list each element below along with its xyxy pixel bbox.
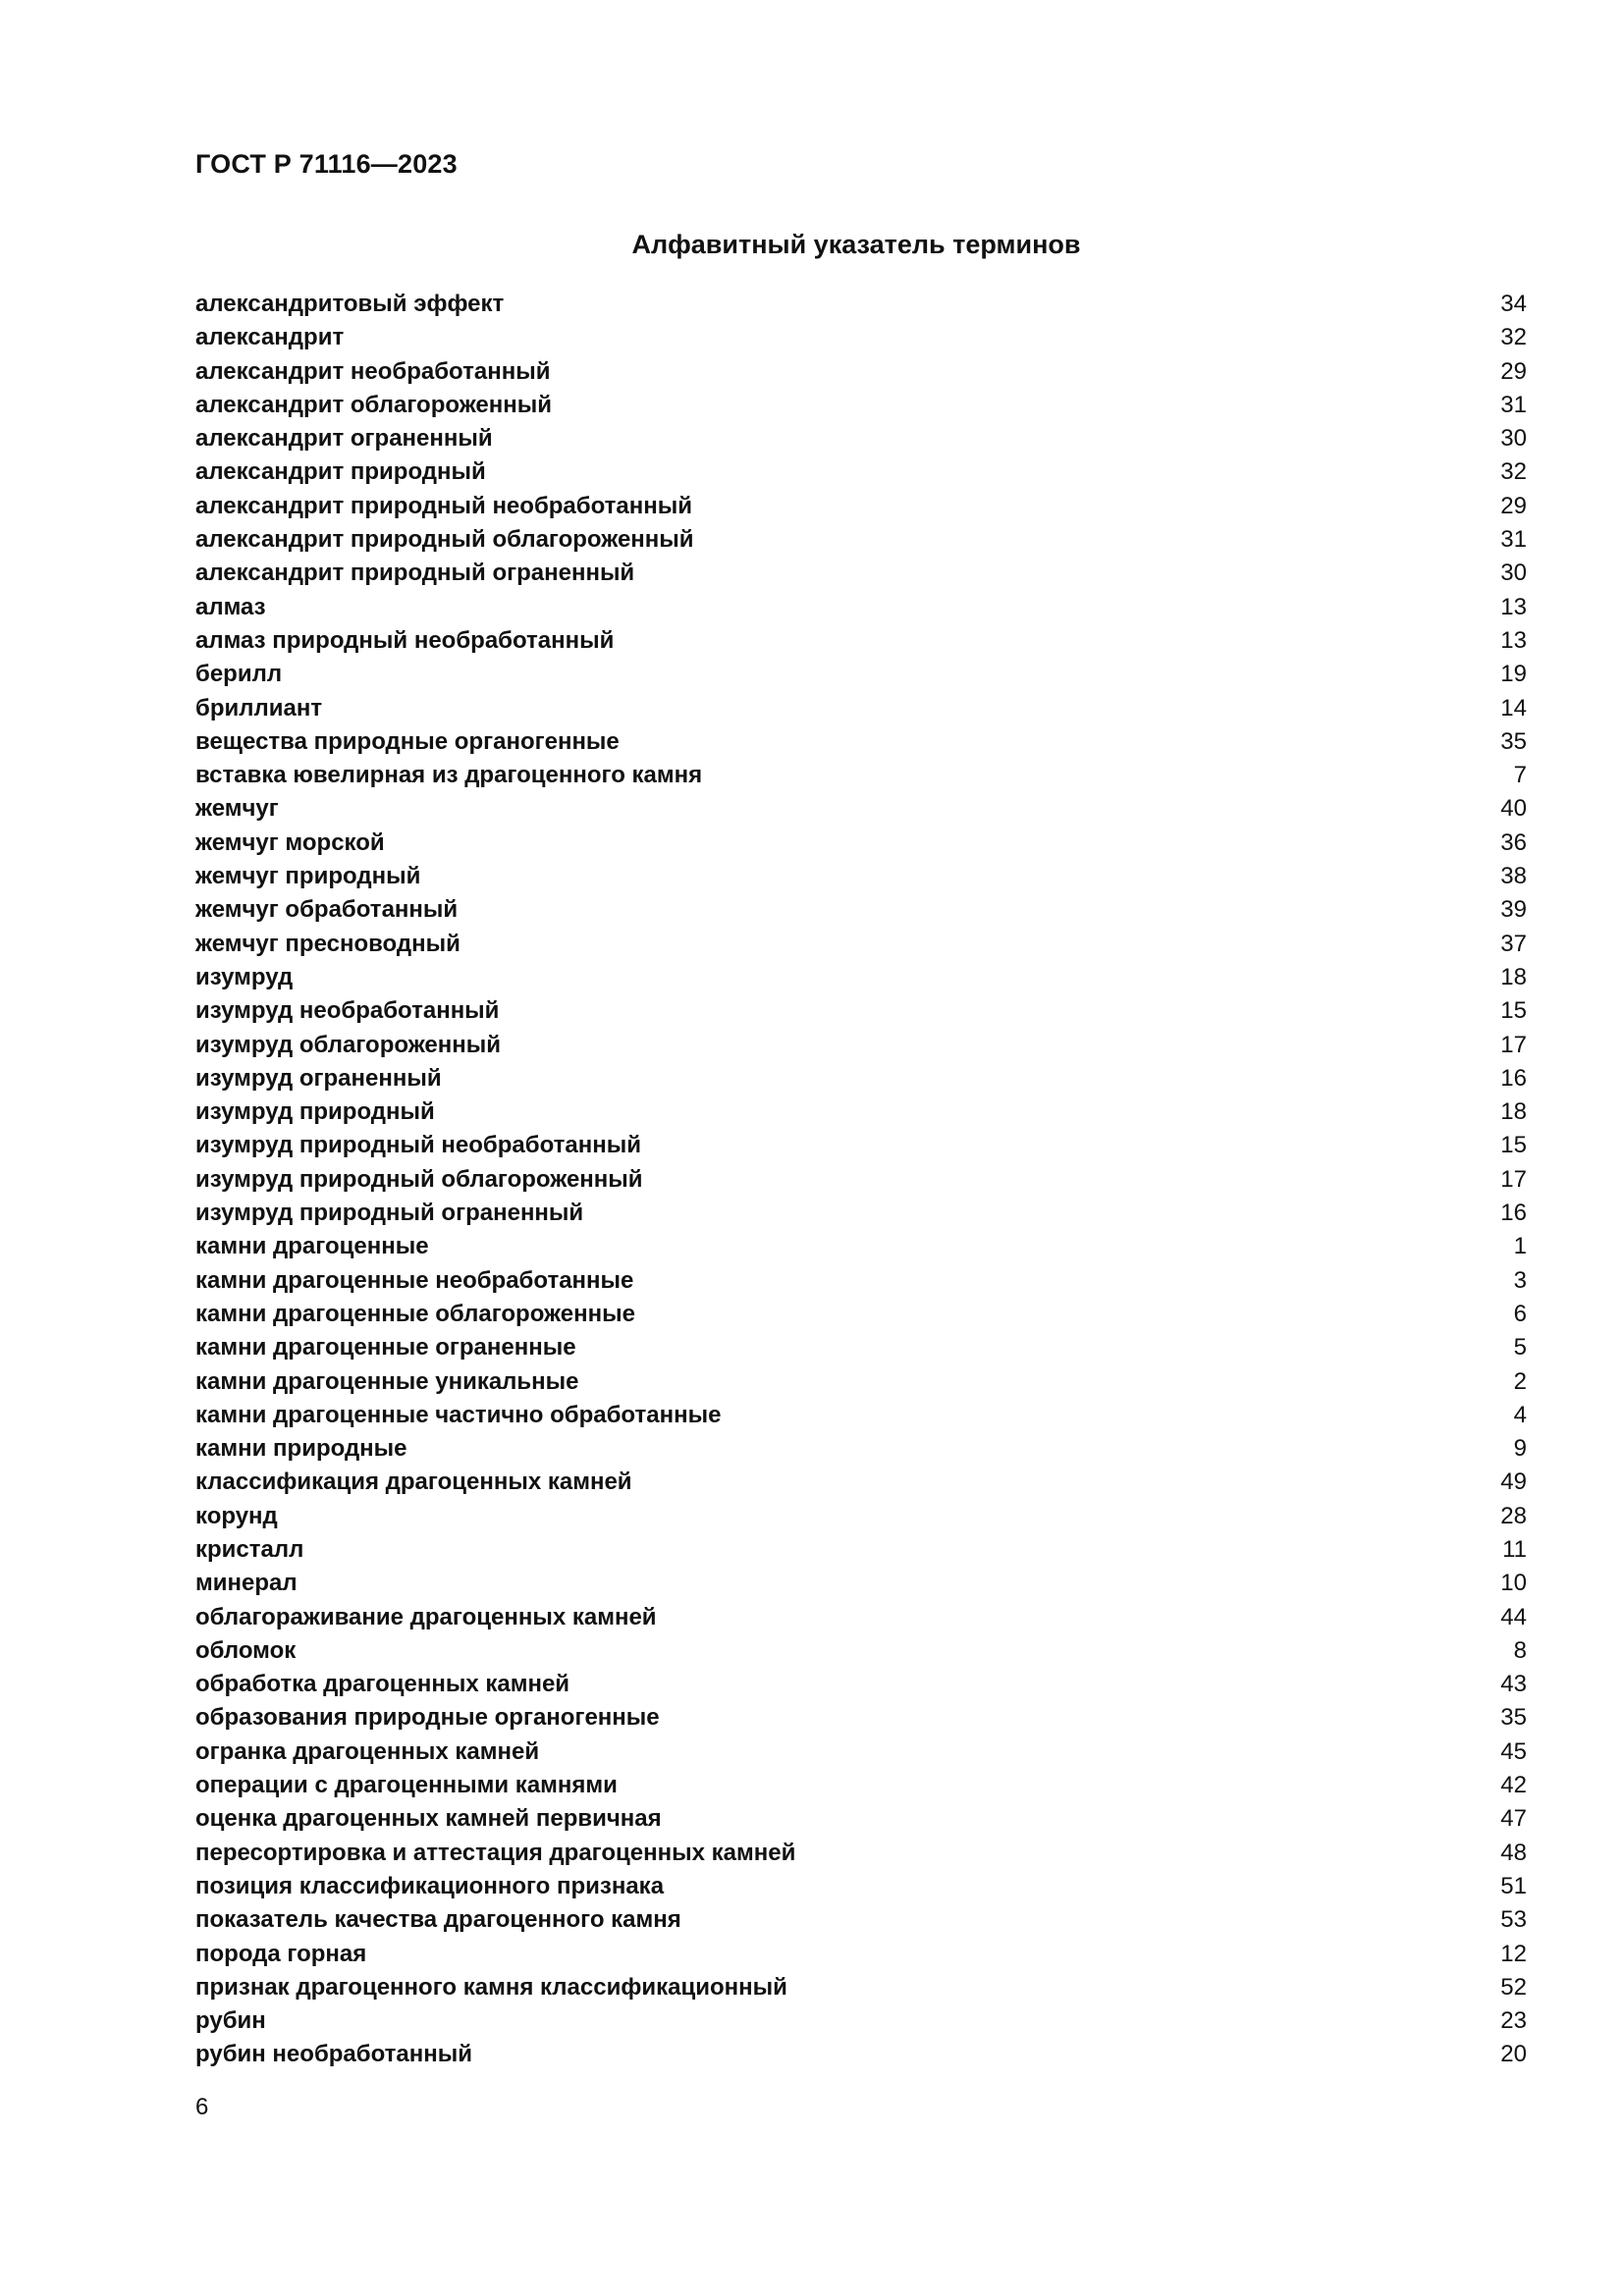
index-term: рубин необработанный [195,2041,472,2068]
index-page-ref: 38 [1500,863,1527,890]
index-entry [195,1466,1527,1499]
index-term: камни природные [195,1435,407,1463]
index-entry [195,288,1527,321]
index-term: оценка драгоценных камней первичная [195,1805,662,1833]
index-entry [195,759,1527,792]
index-term: камни драгоценные облагороженные [195,1300,635,1327]
index-page-ref: 39 [1500,896,1527,924]
index-page-ref: 49 [1500,1468,1527,1496]
index-page-ref: 29 [1500,357,1527,385]
index-term: минерал [195,1570,298,1597]
index-page-ref: 8 [1513,1636,1527,1664]
index-entry [195,961,1527,994]
index-entry [195,928,1527,961]
index-term: бриллиант [195,694,323,721]
index-term: камни драгоценные необработанные [195,1266,634,1294]
index-term: камни драгоценные ограненные [195,1334,576,1362]
index-page-ref: 31 [1500,391,1527,418]
index-term: обработка драгоценных камней [195,1671,570,1698]
index-term: александрит природный ограненный [195,560,635,587]
index-entry [195,1029,1527,1062]
index-term: обломок [195,1636,297,1664]
index-page-ref: 23 [1500,2007,1527,2035]
index-term: изумруд природный облагороженный [195,1165,643,1193]
index-entry [195,1500,1527,1533]
index-page-ref: 31 [1500,526,1527,554]
index-page-ref: 35 [1500,727,1527,755]
index-entry [195,1399,1527,1432]
index-page-ref: 53 [1500,1906,1527,1934]
index-entry [195,1668,1527,1701]
index-page-ref: 32 [1500,458,1527,486]
index-term: операции с драгоценными камнями [195,1772,618,1799]
index-entry [195,1634,1527,1668]
index-term: вставка ювелирная из драгоценного камня [195,762,703,789]
index-entry [195,1601,1527,1634]
index-entry [195,1095,1527,1129]
index-term: изумруд необработанный [195,997,500,1025]
index-entry [195,355,1527,389]
index-entry [195,1769,1527,1802]
index-term: изумруд природный [195,1098,435,1126]
index-page-ref: 40 [1500,795,1527,823]
index-entry [195,490,1527,523]
page-number: 6 [195,2094,209,2120]
index-entry [195,1365,1527,1399]
index-entry [195,624,1527,658]
index-term: камни драгоценные частично обработанные [195,1401,722,1428]
index-entry [195,692,1527,725]
index-page-ref: 30 [1500,560,1527,587]
document-code: ГОСТ Р 71116—2023 [195,149,458,179]
index-entry [195,2038,1527,2071]
index-term: александрит [195,324,345,351]
index-page-ref: 43 [1500,1671,1527,1698]
index-page-ref: 52 [1500,1973,1527,2001]
index-term: кристалл [195,1535,304,1563]
index-entry [195,2004,1527,2038]
index-term: алмаз [195,593,266,620]
index-page-ref: 2 [1513,1367,1527,1395]
index-entry [195,860,1527,893]
index-page-ref: 34 [1500,291,1527,317]
index-entry [195,1870,1527,1903]
index-page-ref: 30 [1500,425,1527,453]
index-entry [195,1938,1527,1971]
index-term: огранка драгоценных камней [195,1737,540,1765]
index-term: пересортировка и аттестация драгоценных камней [195,1839,796,1866]
index-term: порода горная [195,1940,367,1967]
index-entry [195,658,1527,691]
index-page-ref: 14 [1500,694,1527,721]
index-entry [195,1701,1527,1735]
index-term: александрит необработанный [195,357,551,385]
index-term: изумруд ограненный [195,1064,442,1092]
index-page-ref: 37 [1500,930,1527,957]
index-title: Алфавитный указатель терминов [631,230,1081,259]
index-page-ref: 11 [1502,1535,1527,1563]
index-entry [195,1567,1527,1600]
index-term: камни драгоценные [195,1233,429,1260]
index-entry [195,1163,1527,1197]
index-page-ref: 9 [1513,1435,1527,1463]
index-page-ref: 12 [1500,1940,1527,1967]
index-page-ref: 35 [1500,1704,1527,1732]
index-term: камни драгоценные уникальные [195,1367,579,1395]
index-term: изумруд [195,963,294,990]
index-term: жемчуг природный [195,863,421,890]
index-term: александрит природный необработанный [195,492,693,519]
index-page-ref: 48 [1500,1839,1527,1866]
index-term: жемчуг морской [195,828,385,856]
index-entry [195,1264,1527,1298]
index-term: признак драгоценного камня классификационный [195,1973,787,2001]
index-page-ref: 36 [1500,828,1527,856]
index-page-ref: 45 [1500,1737,1527,1765]
index-entry [195,792,1527,826]
index-page-ref: 16 [1500,1064,1527,1092]
index-entry [195,1062,1527,1095]
index-page-ref: 17 [1500,1031,1527,1058]
index-entry [195,557,1527,590]
index-term: александрит природный облагороженный [195,526,694,554]
index-term: облагораживание драгоценных камней [195,1603,657,1630]
index-entry [195,1129,1527,1162]
index-term: позиция классификационного признака [195,1872,665,1899]
index-page-ref: 15 [1500,1132,1527,1159]
index-term: жемчуг [195,795,279,823]
index-page-ref: 18 [1500,1098,1527,1126]
index-term: изумруд природный необработанный [195,1132,641,1159]
index-page-ref: 1 [1513,1233,1527,1260]
term-index-list [195,288,1527,2072]
index-entry [195,1331,1527,1364]
index-entry [195,455,1527,489]
index-entry [195,591,1527,624]
index-term: берилл [195,661,283,688]
index-page-ref: 3 [1513,1266,1527,1294]
index-page-ref: 13 [1500,593,1527,620]
index-term: жемчуг обработанный [195,896,459,924]
index-term: образования природные органогенные [195,1704,660,1732]
index-page-ref: 47 [1500,1805,1527,1833]
index-page-ref: 16 [1500,1200,1527,1227]
index-entry [195,1432,1527,1466]
index-term: александрит облагороженный [195,391,552,418]
index-page-ref: 51 [1500,1872,1527,1899]
index-page-ref: 44 [1500,1603,1527,1630]
index-page-ref: 20 [1500,2041,1527,2068]
index-term: алмаз природный необработанный [195,626,615,654]
index-entry [195,1802,1527,1836]
index-page-ref: 32 [1500,324,1527,351]
index-entry [195,893,1527,927]
index-page-ref: 6 [1513,1300,1527,1327]
index-page-ref: 7 [1513,762,1527,789]
index-entry [195,1837,1527,1870]
index-term: александрит ограненный [195,425,493,453]
index-page-ref: 42 [1500,1772,1527,1799]
index-term: александритовый эффект [195,291,505,317]
index-term: вещества природные органогенные [195,727,620,755]
index-entry [195,1903,1527,1937]
index-entry [195,725,1527,759]
index-term: показатель качества драгоценного камня [195,1906,681,1934]
index-entry [195,321,1527,354]
index-term: корунд [195,1502,278,1529]
index-page-ref: 29 [1500,492,1527,519]
index-entry [195,1197,1527,1230]
index-page-ref: 15 [1500,997,1527,1025]
index-entry [195,523,1527,557]
index-entry [195,1533,1527,1567]
index-page-ref: 13 [1500,626,1527,654]
index-entry [195,827,1527,860]
index-term: рубин [195,2007,266,2035]
index-entry [195,1298,1527,1331]
index-term: изумруд облагороженный [195,1031,501,1058]
index-term: александрит природный [195,458,486,486]
index-entry [195,1230,1527,1263]
index-page-ref: 4 [1513,1401,1527,1428]
index-term: классификация драгоценных камней [195,1468,632,1496]
index-term: жемчуг пресноводный [195,930,460,957]
index-entry [195,1971,1527,2004]
index-page-ref: 18 [1500,963,1527,990]
index-page-ref: 28 [1500,1502,1527,1529]
index-entry [195,994,1527,1028]
index-page-ref: 10 [1500,1570,1527,1597]
index-entry [195,389,1527,422]
index-page-ref: 5 [1513,1334,1527,1362]
index-entry [195,1735,1527,1769]
index-entry [195,422,1527,455]
index-page-ref: 19 [1500,661,1527,688]
index-term: изумруд природный ограненный [195,1200,584,1227]
index-page-ref: 17 [1500,1165,1527,1193]
